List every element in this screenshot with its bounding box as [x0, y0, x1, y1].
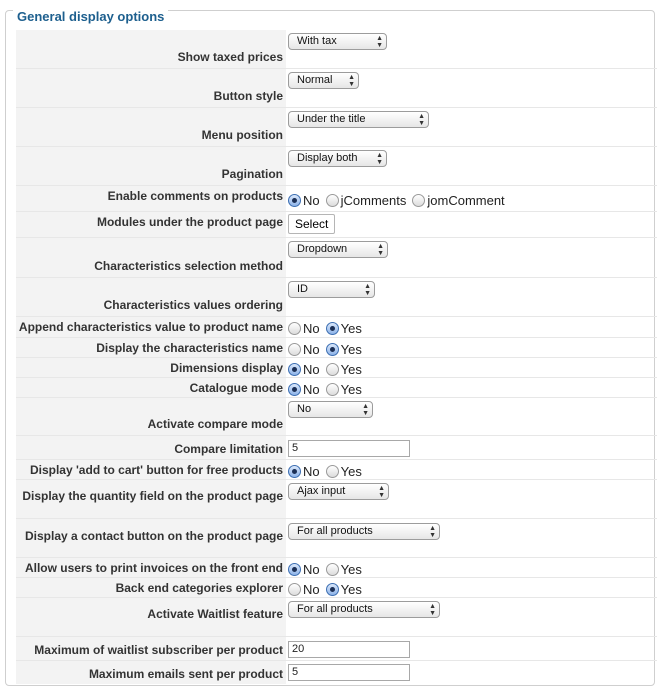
- label-back-end-explorer: Back end categories explorer: [16, 578, 286, 597]
- chevron-updown-icon: ▲ ▼: [418, 113, 425, 127]
- chevron-updown-icon: ▲ ▼: [376, 152, 383, 166]
- chevron-updown-icon: ▲ ▼: [377, 243, 384, 257]
- label-quantity-field: Display the quantity field on the product page: [16, 480, 286, 518]
- options-table: [16, 30, 657, 684]
- row-add-to-cart-free: Display 'add to cart' button for free products No Yes: [16, 460, 657, 480]
- radio-append-no[interactable]: [288, 322, 301, 335]
- label-max-emails: Maximum emails sent per product: [16, 661, 286, 684]
- row-max-emails: [16, 661, 657, 684]
- select-contact-button[interactable]: For all products ▲ ▼: [288, 523, 440, 540]
- row-compare-mode: [16, 398, 657, 436]
- radio-catalogue-yes[interactable]: [326, 383, 339, 396]
- row-modules-under-product: [16, 212, 657, 238]
- radio-comments-jomcomment[interactable]: [412, 194, 425, 207]
- chevron-updown-icon: ▲ ▼: [362, 403, 369, 417]
- chevron-updown-icon: ▲ ▼: [429, 525, 436, 539]
- select-waitlist[interactable]: For all products ▲ ▼: [288, 601, 440, 618]
- select-characteristics-method[interactable]: Dropdown ▲ ▼: [288, 241, 388, 258]
- chevron-updown-icon: ▲ ▼: [429, 603, 436, 617]
- row-print-invoices: Allow users to print invoices on the front end No Yes: [16, 558, 657, 578]
- row-max-waitlist: [16, 637, 657, 661]
- row-display-characteristics-name: Display the characteristics name No Yes: [16, 338, 657, 358]
- label-dimensions-display: Dimensions display: [16, 358, 286, 377]
- select-compare-mode[interactable]: No ▲ ▼: [288, 401, 373, 418]
- label-compare-limitation: Compare limitation: [16, 436, 286, 459]
- row-dimensions-display: Dimensions display No Yes: [16, 358, 657, 378]
- label-add-to-cart-free: Display 'add to cart' button for free products: [16, 460, 286, 479]
- row-contact-button: [16, 519, 657, 558]
- row-show-taxed-prices: [16, 30, 657, 69]
- radio-append-yes[interactable]: [326, 322, 339, 335]
- row-append-characteristics: Append characteristics value to product name No Yes: [16, 317, 657, 338]
- row-compare-limitation: [16, 436, 657, 460]
- row-button-style: [16, 69, 657, 108]
- select-pagination[interactable]: Display both ▲ ▼: [288, 150, 387, 167]
- label-display-characteristics-name: Display the characteristics name: [16, 338, 286, 357]
- select-show-taxed-prices[interactable]: With tax ▲ ▼: [288, 33, 387, 50]
- select-button-style[interactable]: Normal ▲ ▼: [288, 72, 359, 89]
- radio-add-to-cart-no[interactable]: [288, 465, 301, 478]
- radio-explorer-yes[interactable]: [326, 583, 339, 596]
- label-characteristics-ordering: Characteristics values ordering: [16, 278, 286, 316]
- radio-print-invoices-yes[interactable]: [326, 563, 339, 576]
- label-print-invoices: Allow users to print invoices on the front end: [16, 558, 286, 577]
- label-pagination: Pagination: [16, 147, 286, 185]
- label-show-taxed-prices: Show taxed prices: [16, 30, 286, 68]
- chevron-updown-icon: ▲ ▼: [364, 283, 371, 297]
- input-compare-limitation[interactable]: 5: [288, 440, 410, 457]
- label-modules-under-product: Modules under the product page: [16, 212, 286, 237]
- label-max-waitlist: Maximum of waitlist subscriber per product: [16, 637, 286, 660]
- chevron-updown-icon: ▲ ▼: [378, 485, 385, 499]
- row-quantity-field: [16, 480, 657, 519]
- row-pagination: [16, 147, 657, 186]
- label-catalogue-mode: Catalogue mode: [16, 378, 286, 397]
- row-menu-position: [16, 108, 657, 147]
- radio-explorer-no[interactable]: [288, 583, 301, 596]
- label-button-style: Button style: [16, 69, 286, 107]
- input-max-emails[interactable]: 5: [288, 664, 410, 681]
- section-title: General display options: [13, 9, 168, 24]
- row-characteristics-ordering: [16, 278, 657, 317]
- chevron-updown-icon: ▲ ▼: [348, 74, 355, 88]
- label-waitlist: Activate Waitlist feature: [16, 598, 286, 636]
- radio-dimensions-no[interactable]: [288, 363, 301, 376]
- label-characteristics-method: Characteristics selection method: [16, 238, 286, 277]
- row-back-end-explorer: Back end categories explorer No Yes: [16, 578, 657, 598]
- row-waitlist: [16, 598, 657, 637]
- radio-display-char-no[interactable]: [288, 343, 301, 356]
- select-modules-button[interactable]: Select: [288, 214, 335, 234]
- label-enable-comments: Enable comments on products: [16, 186, 286, 211]
- select-characteristics-ordering[interactable]: ID ▲ ▼: [288, 281, 375, 298]
- select-quantity-field[interactable]: Ajax input ▲ ▼: [288, 483, 389, 500]
- radio-print-invoices-no[interactable]: [288, 563, 301, 576]
- label-contact-button: Display a contact button on the product page: [16, 519, 286, 557]
- input-max-waitlist[interactable]: 20: [288, 641, 410, 658]
- label-menu-position: Menu position: [16, 108, 286, 146]
- radio-comments-jcomments[interactable]: [326, 194, 339, 207]
- row-catalogue-mode: Catalogue mode No Yes: [16, 378, 657, 398]
- select-menu-position[interactable]: Under the title ▲ ▼: [288, 111, 429, 128]
- row-enable-comments: Enable comments on products No jComments jomComment: [16, 186, 657, 212]
- radio-display-char-yes[interactable]: [326, 343, 339, 356]
- row-characteristics-method: [16, 238, 657, 278]
- chevron-updown-icon: ▲ ▼: [376, 35, 383, 49]
- radio-add-to-cart-yes[interactable]: [326, 465, 339, 478]
- label-compare-mode: Activate compare mode: [16, 398, 286, 435]
- radio-catalogue-no[interactable]: [288, 383, 301, 396]
- radio-comments-no[interactable]: [288, 194, 301, 207]
- radio-dimensions-yes[interactable]: [326, 363, 339, 376]
- label-append-characteristics: Append characteristics value to product name: [16, 317, 286, 337]
